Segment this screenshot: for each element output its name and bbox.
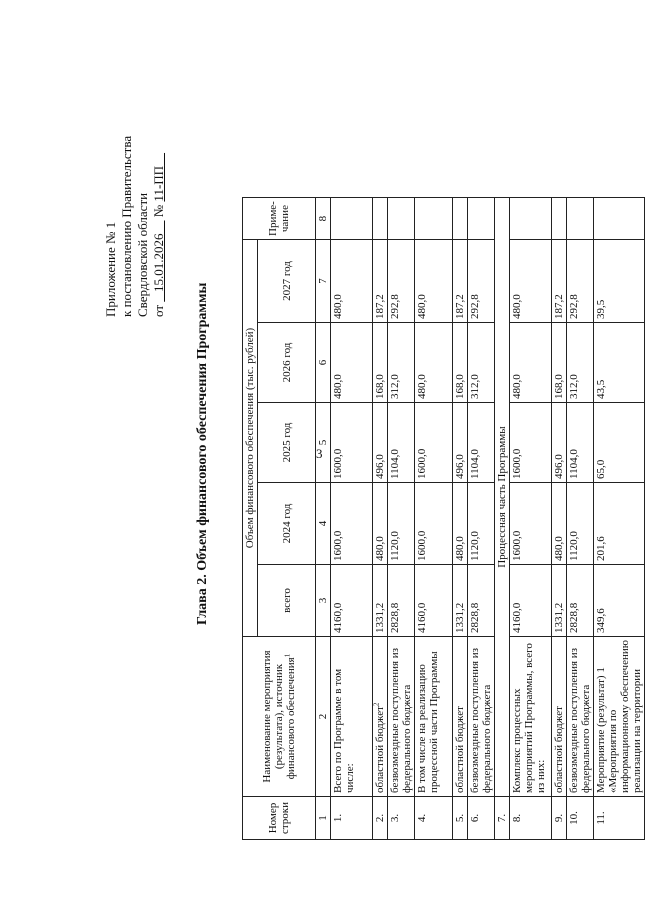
- value-2026: 168,0: [552, 323, 567, 403]
- table-row: [552, 198, 567, 840]
- value-2024: 1120,0: [468, 483, 495, 565]
- value-2025: 1104,0: [567, 403, 594, 483]
- approval-date: 15.01.2026: [151, 233, 166, 292]
- value-2027: 480,0: [331, 240, 373, 323]
- section-title: Процессная часть Программы: [495, 198, 510, 797]
- row-number: 11.: [594, 797, 645, 840]
- col-number: 5: [316, 403, 331, 483]
- value-2027: 187,2: [552, 240, 567, 323]
- row-note: [331, 198, 373, 240]
- value-2025: 1104,0: [388, 403, 415, 483]
- value-2025: 1600,0: [331, 403, 373, 483]
- value-2027: 187,2: [373, 240, 388, 323]
- row-note: [594, 198, 645, 240]
- value-2027: 292,8: [567, 240, 594, 323]
- table-row: [453, 198, 468, 840]
- value-2026: 312,0: [388, 323, 415, 403]
- row-name: Мероприятие (результат) 1 «Мероприятия по информационному обеспечению реализации на территории: [594, 637, 645, 797]
- value-total: 1331,2: [552, 565, 567, 637]
- header-2025: 2025 год: [258, 403, 316, 483]
- value-2026: 480,0: [331, 323, 373, 403]
- value-total: 2828,8: [567, 565, 594, 637]
- table-row: [567, 198, 594, 840]
- approval-line-2: к постановлению Правительства: [119, 135, 134, 317]
- row-number: 2.: [373, 797, 388, 840]
- chapter-heading: Глава 2. Объем финансового обеспечения Программы: [195, 282, 210, 625]
- value-2025: 1104,0: [468, 403, 495, 483]
- value-2025: 496,0: [373, 403, 388, 483]
- row-name: областной бюджет: [552, 637, 567, 797]
- header-note: Приме- чание: [243, 198, 316, 240]
- table-row: [388, 198, 415, 840]
- row-number: 6.: [468, 797, 495, 840]
- table-row: [594, 198, 645, 840]
- value-total: 4160,0: [331, 565, 373, 637]
- value-2026: 312,0: [567, 323, 594, 403]
- row-note: [552, 198, 567, 240]
- table-row: [331, 198, 373, 840]
- value-2025: 65,0: [594, 403, 645, 483]
- row-name: Комплекс процессных мероприятий Программы, всего из них:: [510, 637, 552, 797]
- value-2024: 1120,0: [388, 483, 415, 565]
- financing-table: [242, 197, 645, 840]
- table-row: [510, 198, 552, 840]
- approval-number: 11-ПП: [151, 165, 166, 202]
- value-2024: 1600,0: [510, 483, 552, 565]
- value-2026: 312,0: [468, 323, 495, 403]
- row-note: [388, 198, 415, 240]
- rotated-document: [20, 20, 643, 880]
- col-number: 1: [316, 797, 331, 840]
- approval-no-sign: №: [151, 204, 166, 218]
- value-2027: 187,2: [453, 240, 468, 323]
- value-2024: 480,0: [453, 483, 468, 565]
- approval-from: от: [151, 304, 166, 317]
- header-name: Наименование мероприятия (результата), источник финансового обеспечения$^1$: [243, 637, 316, 797]
- col-number: 4: [316, 483, 331, 565]
- value-2024: 1600,0: [415, 483, 453, 565]
- row-number: 9.: [552, 797, 567, 840]
- value-total: 4160,0: [510, 565, 552, 637]
- row-note: [373, 198, 388, 240]
- header-2027: 2027 год: [258, 240, 316, 323]
- row-name: областной бюджет$^2$: [373, 637, 388, 797]
- row-note: [415, 198, 453, 240]
- value-2024: 201,6: [594, 483, 645, 565]
- approval-block: [103, 57, 167, 317]
- value-2026: 168,0: [453, 323, 468, 403]
- col-number: 8: [316, 198, 331, 240]
- row-name: безвозмездные поступления из федерального бюджета: [468, 637, 495, 797]
- row-number: 1.: [331, 797, 373, 840]
- row-name: В том числе на реализацию процессной части Программы: [415, 637, 453, 797]
- row-number: 3.: [388, 797, 415, 840]
- row-name: безвозмездные поступления из федерального бюджета: [567, 637, 594, 797]
- header-2024: 2024 год: [258, 483, 316, 565]
- header-total: всего: [258, 565, 316, 637]
- page-number: 3: [316, 446, 323, 461]
- section-row: [495, 198, 510, 840]
- approval-line-3: Свердловской области: [135, 192, 150, 317]
- row-number: 7.: [495, 797, 510, 840]
- row-name: безвозмездные поступления из федерального бюджета: [388, 637, 415, 797]
- value-2026: 43,5: [594, 323, 645, 403]
- row-number: 8.: [510, 797, 552, 840]
- header-volume-group: Объем финансового обеспечения (тыс. рублей): [243, 240, 258, 637]
- row-note: [468, 198, 495, 240]
- row-number: 10.: [567, 797, 594, 840]
- approval-date-line: [151, 57, 167, 317]
- value-2024: 1120,0: [567, 483, 594, 565]
- value-2026: 480,0: [510, 323, 552, 403]
- value-2027: 480,0: [510, 240, 552, 323]
- value-total: 2828,8: [468, 565, 495, 637]
- row-number: 5.: [453, 797, 468, 840]
- value-2025: 1600,0: [415, 403, 453, 483]
- value-2027: 292,8: [388, 240, 415, 323]
- col-number: 2: [316, 637, 331, 797]
- row-note: [510, 198, 552, 240]
- row-number: 4.: [415, 797, 453, 840]
- col-number: 7: [316, 240, 331, 323]
- value-2027: 292,8: [468, 240, 495, 323]
- value-2024: 480,0: [373, 483, 388, 565]
- value-2026: 480,0: [415, 323, 453, 403]
- row-note: [567, 198, 594, 240]
- value-total: 2828,8: [388, 565, 415, 637]
- value-2024: 1600,0: [331, 483, 373, 565]
- value-2024: 480,0: [552, 483, 567, 565]
- header-2026: 2026 год: [258, 323, 316, 403]
- col-number: 3: [316, 565, 331, 637]
- value-2025: 496,0: [552, 403, 567, 483]
- table-row: [415, 198, 453, 840]
- value-total: 1331,2: [453, 565, 468, 637]
- table-row: [468, 198, 495, 840]
- value-2026: 168,0: [373, 323, 388, 403]
- value-2025: 1600,0: [510, 403, 552, 483]
- col-number: 6: [316, 323, 331, 403]
- value-total: 349,6: [594, 565, 645, 637]
- row-note: [453, 198, 468, 240]
- value-2027: 480,0: [415, 240, 453, 323]
- approval-line-1: Приложение № 1: [103, 221, 118, 317]
- value-total: 1331,2: [373, 565, 388, 637]
- header-row-number: Номер строки: [243, 797, 316, 840]
- table-row: [373, 198, 388, 840]
- value-total: 4160,0: [415, 565, 453, 637]
- row-name: Всего по Программе в том числе:: [331, 637, 373, 797]
- value-2027: 39,5: [594, 240, 645, 323]
- value-2025: 496,0: [453, 403, 468, 483]
- row-name: областной бюджет: [453, 637, 468, 797]
